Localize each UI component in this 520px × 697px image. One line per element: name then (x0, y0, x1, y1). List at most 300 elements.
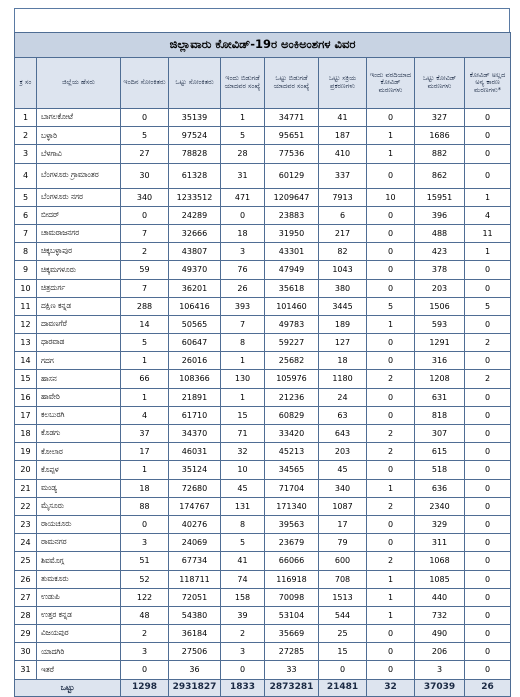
serial-cell: 4 (15, 163, 37, 188)
total-discharged-cell: 101460 (265, 297, 319, 315)
total-infected-cell: 54380 (169, 606, 221, 624)
district-cell: ಗದಗ (37, 352, 121, 370)
today-deaths-cell: 0 (367, 388, 415, 406)
table-row (15, 534, 511, 552)
today-deaths-cell: 0 (367, 224, 415, 242)
active-cases-cell: 643 (319, 425, 367, 443)
district-cell: ಬೆಳಗಾವಿ (37, 145, 121, 163)
total-infected-cell: 60647 (169, 334, 221, 352)
non-covid-deaths-cell: 0 (465, 315, 511, 333)
today-deaths-cell: 0 (367, 279, 415, 297)
today-infected-cell: 88 (121, 497, 169, 515)
serial-cell: 5 (15, 188, 37, 206)
total-infected-cell: 35124 (169, 461, 221, 479)
today-discharged-cell: 1 (221, 109, 265, 127)
today-discharged-cell: 1 (221, 352, 265, 370)
total-deaths-cell: 593 (415, 315, 465, 333)
today-deaths-cell: 2 (367, 425, 415, 443)
serial-cell: 10 (15, 279, 37, 297)
today-infected-cell: 7 (121, 224, 169, 242)
total-deaths-cell: 329 (415, 515, 465, 533)
district-cell: ಕೊಪ್ಪಳ (37, 461, 121, 479)
total-discharged-cell: 34771 (265, 109, 319, 127)
district-cell: ಕೊಡಗು (37, 425, 121, 443)
total-infected-cell: 174767 (169, 497, 221, 515)
col-header-today-deaths: ಇಂದು ವರದಿಯಾದ ಕೋವಿಡ್ ಮರಣಗಳು (367, 58, 415, 109)
total-deaths-cell: 732 (415, 606, 465, 624)
serial-cell: 2 (15, 127, 37, 145)
non-covid-deaths-cell: 2 (465, 334, 511, 352)
today-discharged-cell: 31 (221, 163, 265, 188)
table-row (15, 224, 511, 242)
serial-cell: 20 (15, 461, 37, 479)
today-infected-cell: 122 (121, 588, 169, 606)
serial-cell: 1 (15, 109, 37, 127)
serial-cell: 28 (15, 606, 37, 624)
table-row (15, 552, 511, 570)
district-cell: ಚಿತ್ರದುರ್ಗ (37, 279, 121, 297)
total-deaths-cell: 15951 (415, 188, 465, 206)
col-header-serial: ಕ್ರ ಸಂ (15, 58, 37, 109)
active-cases-cell: 45 (319, 461, 367, 479)
total-discharged-cell: 33420 (265, 425, 319, 443)
non-covid-deaths-cell: 0 (465, 261, 511, 279)
today-discharged-cell: 131 (221, 497, 265, 515)
table-row (15, 145, 511, 163)
total-deaths-cell: 1208 (415, 370, 465, 388)
today-deaths-cell: 0 (367, 461, 415, 479)
today-deaths-cell: 2 (367, 497, 415, 515)
today-discharged-cell: 2 (221, 625, 265, 643)
today-discharged-cell: 45 (221, 479, 265, 497)
table-row (15, 334, 511, 352)
total-infected-cell: 108366 (169, 370, 221, 388)
non-covid-deaths-cell: 4 (465, 206, 511, 224)
total-infected-cell: 32666 (169, 224, 221, 242)
table-row (15, 206, 511, 224)
active-cases-cell: 189 (319, 315, 367, 333)
district-covid-table (14, 32, 511, 697)
active-cases-cell: 82 (319, 243, 367, 261)
non-covid-deaths-cell: 0 (465, 406, 511, 424)
today-infected-cell: 59 (121, 261, 169, 279)
district-cell: ಹಾವೇರಿ (37, 388, 121, 406)
today-deaths-cell: 1 (367, 127, 415, 145)
today-discharged-cell: 41 (221, 552, 265, 570)
serial-cell: 3 (15, 145, 37, 163)
serial-cell: 6 (15, 206, 37, 224)
active-cases-cell: 15 (319, 643, 367, 661)
total-discharged-cell: 27285 (265, 643, 319, 661)
non-covid-deaths-cell: 0 (465, 606, 511, 624)
active-cases-cell: 410 (319, 145, 367, 163)
table-row (15, 570, 511, 588)
serial-cell: 16 (15, 388, 37, 406)
today-deaths-cell: 2 (367, 443, 415, 461)
today-deaths-cell: 0 (367, 661, 415, 679)
district-cell: ಮೈಸೂರು (37, 497, 121, 515)
total-infected-cell: 49370 (169, 261, 221, 279)
today-discharged-cell: 0 (221, 206, 265, 224)
table-row (15, 515, 511, 533)
today-discharged-cell: 18 (221, 224, 265, 242)
non-covid-deaths-cell: 0 (465, 479, 511, 497)
serial-cell: 8 (15, 243, 37, 261)
district-cell: ತುಮಕೂರು (37, 570, 121, 588)
total-discharged-cell: 70098 (265, 588, 319, 606)
today-infected-cell: 52 (121, 570, 169, 588)
district-cell: ಧಾರವಾಡ (37, 334, 121, 352)
district-cell: ಚಾಮರಾಜನಗರ (37, 224, 121, 242)
today-deaths-cell: 0 (367, 163, 415, 188)
total-total-discharged: 2873281 (265, 679, 319, 696)
today-discharged-cell: 32 (221, 443, 265, 461)
today-infected-cell: 30 (121, 163, 169, 188)
active-cases-cell: 63 (319, 406, 367, 424)
today-deaths-cell: 2 (367, 370, 415, 388)
non-covid-deaths-cell: 1 (465, 243, 511, 261)
table-row (15, 315, 511, 333)
total-deaths-cell: 2340 (415, 497, 465, 515)
today-discharged-cell: 10 (221, 461, 265, 479)
non-covid-deaths-cell: 0 (465, 570, 511, 588)
total-deaths-cell: 396 (415, 206, 465, 224)
today-deaths-cell: 0 (367, 406, 415, 424)
active-cases-cell: 1513 (319, 588, 367, 606)
table-body (15, 109, 511, 697)
today-infected-cell: 5 (121, 334, 169, 352)
total-today-infected: 1298 (121, 679, 169, 696)
table-row (15, 297, 511, 315)
serial-cell: 15 (15, 370, 37, 388)
total-today-deaths: 32 (367, 679, 415, 696)
table-row (15, 261, 511, 279)
today-infected-cell: 3 (121, 643, 169, 661)
serial-cell: 31 (15, 661, 37, 679)
total-discharged-cell: 33 (265, 661, 319, 679)
total-infected-cell: 40276 (169, 515, 221, 533)
today-deaths-cell: 0 (367, 206, 415, 224)
non-covid-deaths-cell: 0 (465, 109, 511, 127)
serial-cell: 25 (15, 552, 37, 570)
table-title: ಜಿಲ್ಲಾವಾರು ಕೋವಿಡ್-19ರ ಅಂಕಿಅಂಶಗಳ ವಿವರ (15, 33, 511, 58)
table-row (15, 109, 511, 127)
today-deaths-cell: 0 (367, 352, 415, 370)
total-deaths-cell: 1506 (415, 297, 465, 315)
today-infected-cell: 66 (121, 370, 169, 388)
serial-cell: 17 (15, 406, 37, 424)
table-row (15, 352, 511, 370)
total-infected-cell: 43807 (169, 243, 221, 261)
today-discharged-cell: 1 (221, 388, 265, 406)
total-discharged-cell: 21236 (265, 388, 319, 406)
active-cases-cell: 41 (319, 109, 367, 127)
today-infected-cell: 18 (121, 479, 169, 497)
today-infected-cell: 1 (121, 461, 169, 479)
total-deaths-cell: 327 (415, 109, 465, 127)
today-discharged-cell: 471 (221, 188, 265, 206)
active-cases-cell: 7913 (319, 188, 367, 206)
active-cases-cell: 6 (319, 206, 367, 224)
total-infected-cell: 1233512 (169, 188, 221, 206)
table-row (15, 643, 511, 661)
non-covid-deaths-cell: 0 (465, 625, 511, 643)
non-covid-deaths-cell: 0 (465, 145, 511, 163)
active-cases-cell: 24 (319, 388, 367, 406)
today-infected-cell: 5 (121, 127, 169, 145)
district-cell: ಕಲಬುರಗಿ (37, 406, 121, 424)
district-cell: ಚಿಕ್ಕಮಗಳೂರು (37, 261, 121, 279)
today-infected-cell: 1 (121, 352, 169, 370)
table-row (15, 625, 511, 643)
district-cell: ರಾಮನಗರ (37, 534, 121, 552)
total-deaths-cell: 818 (415, 406, 465, 424)
serial-cell: 12 (15, 315, 37, 333)
total-deaths-cell: 203 (415, 279, 465, 297)
active-cases-cell: 127 (319, 334, 367, 352)
total-row (15, 679, 511, 696)
total-infected-cell: 61710 (169, 406, 221, 424)
table-row (15, 370, 511, 388)
district-cell: ಹಾಸನ (37, 370, 121, 388)
serial-cell: 30 (15, 643, 37, 661)
today-discharged-cell: 71 (221, 425, 265, 443)
total-discharged-cell: 1209647 (265, 188, 319, 206)
active-cases-cell: 1043 (319, 261, 367, 279)
serial-cell: 13 (15, 334, 37, 352)
active-cases-cell: 600 (319, 552, 367, 570)
non-covid-deaths-cell: 0 (465, 643, 511, 661)
today-infected-cell: 37 (121, 425, 169, 443)
total-discharged-cell: 47949 (265, 261, 319, 279)
non-covid-deaths-cell: 11 (465, 224, 511, 242)
table-row (15, 497, 511, 515)
total-infected-cell: 97524 (169, 127, 221, 145)
non-covid-deaths-cell: 0 (465, 425, 511, 443)
non-covid-deaths-cell: 0 (465, 461, 511, 479)
total-deaths-cell: 882 (415, 145, 465, 163)
today-deaths-cell: 1 (367, 606, 415, 624)
total-total-deaths: 37039 (415, 679, 465, 696)
today-deaths-cell: 0 (367, 643, 415, 661)
today-discharged-cell: 76 (221, 261, 265, 279)
today-infected-cell: 0 (121, 206, 169, 224)
total-infected-cell: 24289 (169, 206, 221, 224)
active-cases-cell: 17 (319, 515, 367, 533)
total-active-cases: 21481 (319, 679, 367, 696)
non-covid-deaths-cell: 0 (465, 497, 511, 515)
total-deaths-cell: 1068 (415, 552, 465, 570)
total-infected-cell: 67734 (169, 552, 221, 570)
today-infected-cell: 17 (121, 443, 169, 461)
total-infected-cell: 46031 (169, 443, 221, 461)
total-infected-cell: 50565 (169, 315, 221, 333)
total-deaths-cell: 862 (415, 163, 465, 188)
serial-cell: 27 (15, 588, 37, 606)
total-infected-cell: 26016 (169, 352, 221, 370)
district-cell: ಬೀದರ್ (37, 206, 121, 224)
total-deaths-cell: 307 (415, 425, 465, 443)
today-discharged-cell: 3 (221, 243, 265, 261)
district-cell: ಇತರೆ (37, 661, 121, 679)
total-discharged-cell: 23679 (265, 534, 319, 552)
non-covid-deaths-cell: 0 (465, 127, 511, 145)
district-cell: ಕೋಲಾರ (37, 443, 121, 461)
today-deaths-cell: 10 (367, 188, 415, 206)
col-header-active-cases: ಒಟ್ಟು ಸಕ್ರಿಯ ಪ್ರಕರಣಗಳು (319, 58, 367, 109)
total-discharged-cell: 43301 (265, 243, 319, 261)
total-discharged-cell: 77536 (265, 145, 319, 163)
col-header-total-infected: ಒಟ್ಟು ಸೋಂಕಿತರು (169, 58, 221, 109)
total-discharged-cell: 49783 (265, 315, 319, 333)
total-deaths-cell: 1291 (415, 334, 465, 352)
today-infected-cell: 51 (121, 552, 169, 570)
non-covid-deaths-cell: 0 (465, 388, 511, 406)
non-covid-deaths-cell: 0 (465, 443, 511, 461)
today-discharged-cell: 0 (221, 661, 265, 679)
total-deaths-cell: 206 (415, 643, 465, 661)
total-discharged-cell: 31950 (265, 224, 319, 242)
total-infected-cell: 72680 (169, 479, 221, 497)
active-cases-cell: 217 (319, 224, 367, 242)
total-discharged-cell: 60829 (265, 406, 319, 424)
district-cell: ಶಿವಮೊಗ್ಗ (37, 552, 121, 570)
today-infected-cell: 340 (121, 188, 169, 206)
total-infected-cell: 36 (169, 661, 221, 679)
today-discharged-cell: 26 (221, 279, 265, 297)
total-deaths-cell: 631 (415, 388, 465, 406)
col-header-district: ಜಿಲ್ಲೆಯ ಹೆಸರು (37, 58, 121, 109)
district-cell: ಬಾಗಲಕೋಟೆ (37, 109, 121, 127)
today-deaths-cell: 0 (367, 243, 415, 261)
total-discharged-cell: 95651 (265, 127, 319, 145)
today-deaths-cell: 1 (367, 145, 415, 163)
total-infected-cell: 27506 (169, 643, 221, 661)
col-header-total-deaths: ಒಟ್ಟು ಕೋವಿಡ್ ಮರಣಗಳು (415, 58, 465, 109)
today-deaths-cell: 1 (367, 315, 415, 333)
today-discharged-cell: 8 (221, 334, 265, 352)
table-row (15, 279, 511, 297)
today-infected-cell: 4 (121, 406, 169, 424)
total-deaths-cell: 316 (415, 352, 465, 370)
non-covid-deaths-cell: 5 (465, 297, 511, 315)
col-header-today-infected: ಇಂದಿನ ಸೋಂಕಿತರು (121, 58, 169, 109)
total-total-infected: 2931827 (169, 679, 221, 696)
serial-cell: 18 (15, 425, 37, 443)
today-infected-cell: 1 (121, 388, 169, 406)
non-covid-deaths-cell: 2 (465, 370, 511, 388)
total-discharged-cell: 25682 (265, 352, 319, 370)
total-deaths-cell: 518 (415, 461, 465, 479)
total-infected-cell: 36184 (169, 625, 221, 643)
district-cell: ಉತ್ತರ ಕನ್ನಡ (37, 606, 121, 624)
today-infected-cell: 0 (121, 109, 169, 127)
today-infected-cell: 288 (121, 297, 169, 315)
total-deaths-cell: 1686 (415, 127, 465, 145)
district-cell: ಬೆಂಗಳೂರು ಗ್ರಾಮಾಂತರ (37, 163, 121, 188)
today-discharged-cell: 28 (221, 145, 265, 163)
total-infected-cell: 61328 (169, 163, 221, 188)
table-row (15, 588, 511, 606)
total-infected-cell: 78828 (169, 145, 221, 163)
non-covid-deaths-cell: 0 (465, 588, 511, 606)
total-discharged-cell: 34565 (265, 461, 319, 479)
total-discharged-cell: 45213 (265, 443, 319, 461)
col-header-today-discharged: ಇಂದು ಬಿಡುಗಡೆ ಯಾದವರ ಸಂಖ್ಯೆ (221, 58, 265, 109)
total-deaths-cell: 615 (415, 443, 465, 461)
active-cases-cell: 25 (319, 625, 367, 643)
district-covid-table-container (14, 32, 510, 697)
col-header-total-discharged: ಒಟ್ಟು ಬಿಡುಗಡೆ ಯಾದವರ ಸಂಖ್ಯೆ (265, 58, 319, 109)
today-discharged-cell: 39 (221, 606, 265, 624)
today-infected-cell: 7 (121, 279, 169, 297)
table-row (15, 163, 511, 188)
serial-cell: 23 (15, 515, 37, 533)
total-deaths-cell: 3 (415, 661, 465, 679)
today-discharged-cell: 8 (221, 515, 265, 533)
active-cases-cell: 340 (319, 479, 367, 497)
today-deaths-cell: 0 (367, 515, 415, 533)
total-discharged-cell: 53104 (265, 606, 319, 624)
today-infected-cell: 3 (121, 534, 169, 552)
active-cases-cell: 203 (319, 443, 367, 461)
table-row (15, 188, 511, 206)
today-deaths-cell: 0 (367, 625, 415, 643)
table-row (15, 443, 511, 461)
district-cell: ದಾವಣಗೆರೆ (37, 315, 121, 333)
total-infected-cell: 106416 (169, 297, 221, 315)
total-deaths-cell: 490 (415, 625, 465, 643)
today-infected-cell: 14 (121, 315, 169, 333)
today-deaths-cell: 5 (367, 297, 415, 315)
total-deaths-cell: 488 (415, 224, 465, 242)
total-discharged-cell: 66066 (265, 552, 319, 570)
active-cases-cell: 380 (319, 279, 367, 297)
today-discharged-cell: 3 (221, 643, 265, 661)
serial-cell: 21 (15, 479, 37, 497)
total-discharged-cell: 35618 (265, 279, 319, 297)
serial-cell: 9 (15, 261, 37, 279)
non-covid-deaths-cell: 0 (465, 515, 511, 533)
active-cases-cell: 544 (319, 606, 367, 624)
non-covid-deaths-cell: 0 (465, 661, 511, 679)
total-discharged-cell: 23883 (265, 206, 319, 224)
non-covid-deaths-cell: 0 (465, 163, 511, 188)
table-row (15, 243, 511, 261)
total-deaths-cell: 1085 (415, 570, 465, 588)
total-deaths-cell: 423 (415, 243, 465, 261)
today-discharged-cell: 5 (221, 127, 265, 145)
active-cases-cell: 1087 (319, 497, 367, 515)
col-header-non-covid-deaths: ಕೋವಿಡ್ ಅಲ್ಲದ ಅನ್ಯ ಕಾರಣ ಮರಣಗಳು* (465, 58, 511, 109)
district-cell: ಬಳ್ಳಾರಿ (37, 127, 121, 145)
non-covid-deaths-cell: 0 (465, 534, 511, 552)
non-covid-deaths-cell: 0 (465, 352, 511, 370)
district-cell: ದಕ್ಷಿಣ ಕನ್ನಡ (37, 297, 121, 315)
today-deaths-cell: 0 (367, 109, 415, 127)
today-deaths-cell: 0 (367, 334, 415, 352)
today-infected-cell: 0 (121, 661, 169, 679)
today-deaths-cell: 0 (367, 261, 415, 279)
district-cell: ಚಿಕ್ಕಬಳ್ಳಾಪುರ (37, 243, 121, 261)
total-infected-cell: 36201 (169, 279, 221, 297)
table-row (15, 406, 511, 424)
total-discharged-cell: 39563 (265, 515, 319, 533)
total-today-discharged: 1833 (221, 679, 265, 696)
non-covid-deaths-cell: 0 (465, 552, 511, 570)
table-row (15, 425, 511, 443)
column-header-row (15, 58, 511, 109)
